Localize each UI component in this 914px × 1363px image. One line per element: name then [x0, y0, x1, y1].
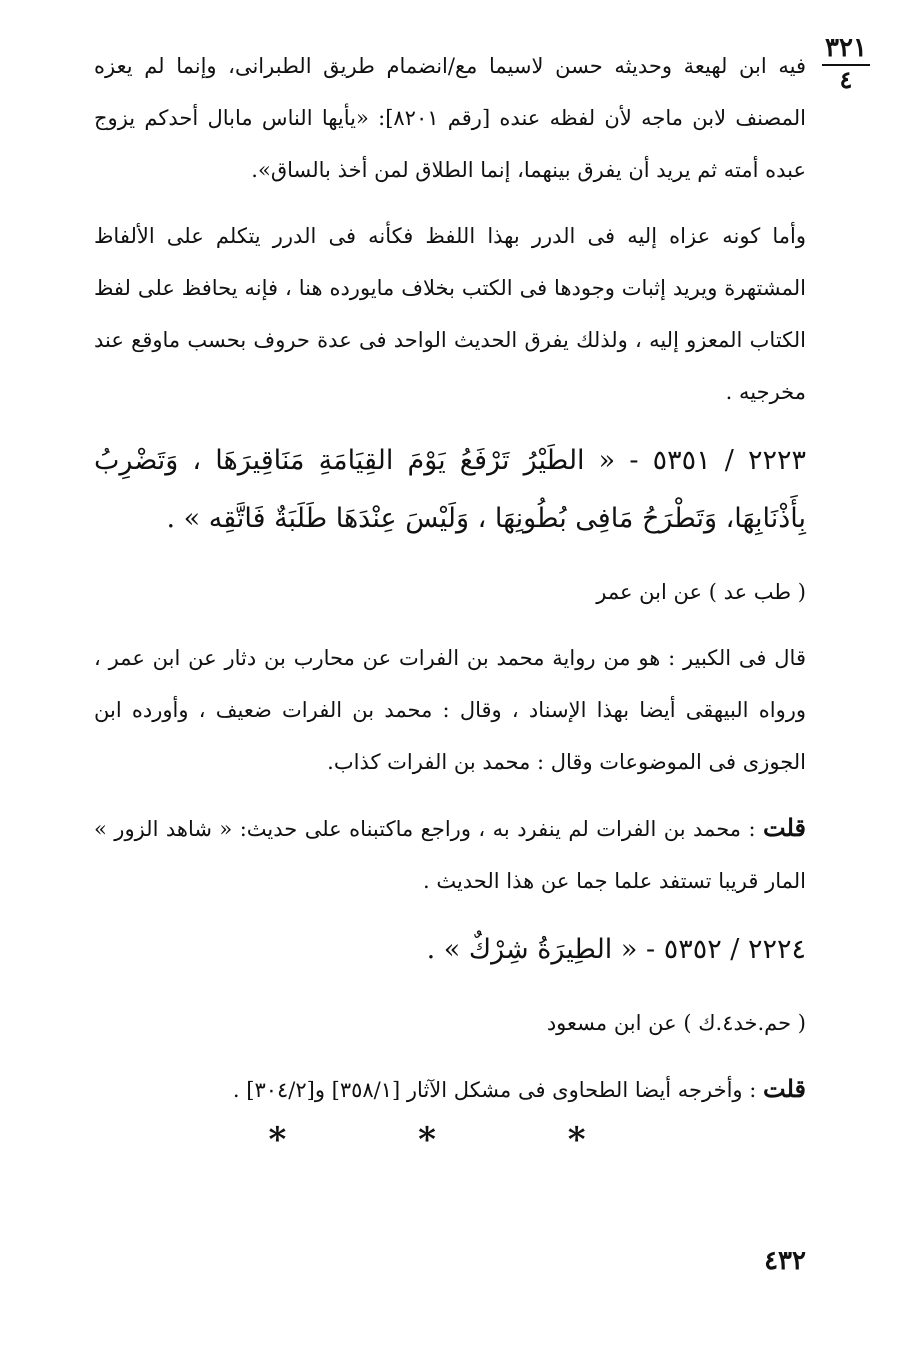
hadith-2223-source: ( طب عد ) عن ابن عمر	[596, 580, 806, 604]
hadith-2224: ٢٢٢٤ / ٥٣٥٢ - « الطِيرَةُ شِرْكٌ » .	[426, 934, 806, 965]
qult-label: قلت	[763, 813, 806, 842]
page-body	[94, 40, 806, 1130]
qult-label: قلت	[763, 1074, 806, 1103]
page-number: ٤٣٢	[764, 1246, 806, 1276]
reference-volume-page: ٣٢١	[822, 34, 870, 66]
hadith-2224-source: ( حم.خد٤.ك ) عن ابن مسعود	[546, 1011, 806, 1035]
qult-text: : محمد بن الفرات لم ينفرد به ، وراجع ماكتبناه على حديث: « شاهد الزور » المار قريبا تستفد علما جما عن هذا الحديث .	[94, 817, 806, 893]
paragraph-tabarani: فيه ابن لهيعة وحديثه حسن لاسيما مع/انضمام طريق الطبرانى، وإنما لم يعزه المصنف لابن ماجه لأن لفظه عنده [رقم ٨٢٠١]: «يأيها الناس مابال أحدكم يزوج عبده أمته ثم يريد أن يفرق بينهما، إنما الطلاق لمن أخذ بالساق».	[94, 54, 806, 182]
section-separator: * * *	[268, 1120, 646, 1160]
qult-note-1	[94, 802, 806, 907]
hadith-2223: ٢٢٢٣ / ٥٣٥١ - « الطَيْرُ تَرْفَعُ يَوْمَ القِيَامَةِ مَنَاقِيرَهَا ، وَتَضْرِبُ بِأَذْنَابِهَا، وَتَطْرَحُ مَافِى بُطُونِهَا ، وَلَيْسَ عِنْدَهَا طَلَبَةٌ فَاتَّقِه » .	[94, 445, 807, 534]
marginal-reference	[822, 34, 870, 94]
qult-note-2	[94, 1063, 806, 1116]
qult-text: : وأخرجه أيضا الطحاوى فى مشكل الآثار [٣٥٨/١] و[٣٠٤/٢] .	[232, 1078, 757, 1102]
paragraph-durar: وأما كونه عزاه إليه فى الدرر بهذا اللفظ فكأنه فى الدرر يتكلم على الألفاظ المشتهرة ويريد إثبات وجودها فى الكتب بخلاف مايورده هنا ، فإنه يحافظ على لفظ الكتاب المعزو إليه ، ولذلك يفرق الحديث الواحد فى عدة حروف بحسب ماوقع عند مخرجيه .	[94, 224, 806, 404]
commentary-kabir: قال فى الكبير : هو من رواية محمد بن الفرات عن محارب بن دثار عن ابن عمر ، ورواه البيهقى أيضا بهذا الإسناد ، وقال : محمد بن الفرات ضعيف ، وأورده ابن الجوزى فى الموضوعات وقال : محمد بن الفرات كذاب.	[94, 646, 806, 774]
reference-volume-number: ٤	[839, 65, 853, 94]
